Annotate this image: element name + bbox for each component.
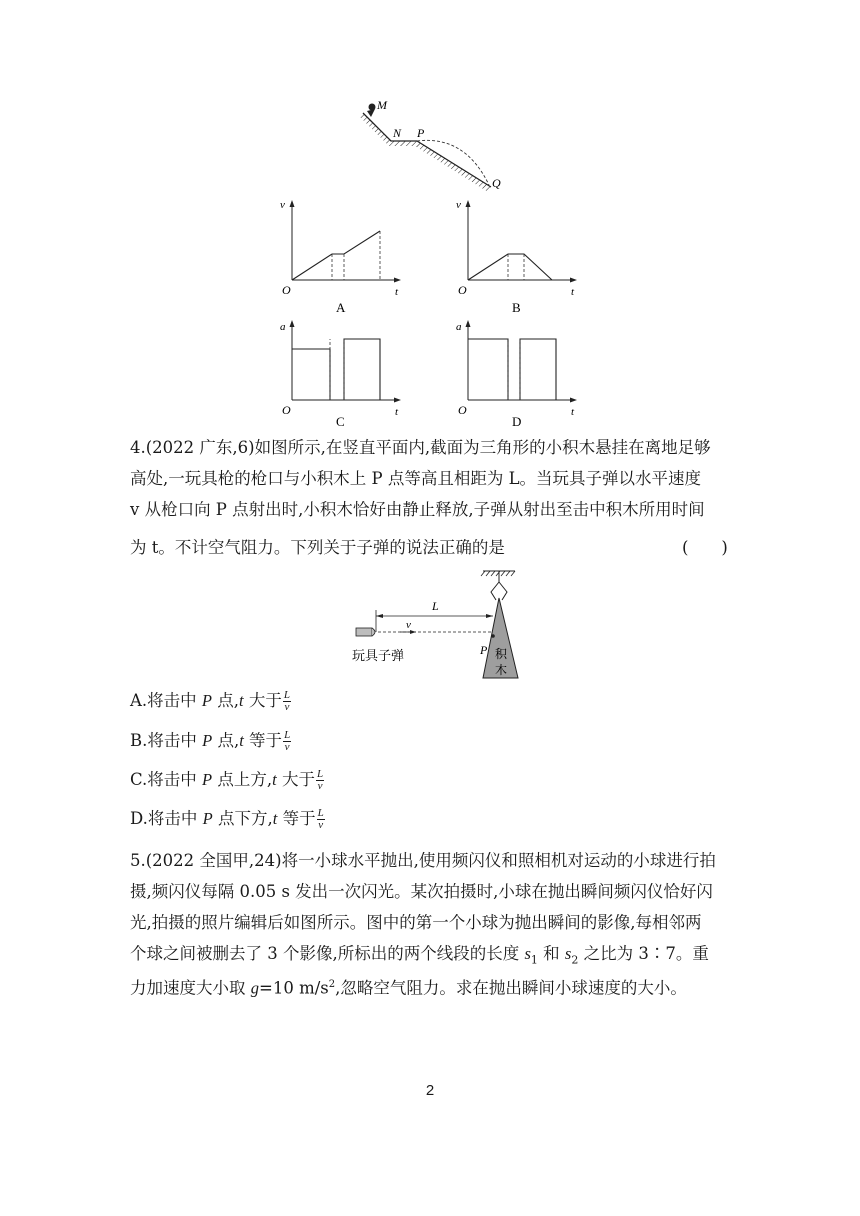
- option-a[interactable]: A.将击中 P 点,t 大于 $\frac{L}{v}$: [130, 689, 290, 713]
- q4-line-2: 高处,一玩具枪的枪口与小积木上 P 点等高且相距为 L。当玩具子弹以水平速度: [130, 469, 702, 488]
- axis-t-label: t: [571, 286, 575, 298]
- origin-label: O: [458, 283, 467, 297]
- q5-line-2: 摄,频闪仪每隔 0.05 s 发出一次闪光。某次拍摄时,小球在抛出瞬间频闪仪恰好闪: [130, 882, 713, 901]
- option-b[interactable]: B.将击中 P 点,t 等于 $\frac{L}{v}$: [130, 729, 291, 753]
- axis-a-label: a: [280, 321, 286, 333]
- label-P: P: [480, 643, 488, 657]
- page-number: 2: [425, 1082, 435, 1099]
- label-block-1: 积: [495, 647, 508, 661]
- graph-b: [456, 198, 586, 318]
- graph-label-d: D: [512, 414, 522, 429]
- origin-label: O: [458, 403, 467, 417]
- origin-label: O: [282, 403, 291, 417]
- axis-t-label: t: [395, 286, 399, 298]
- q4-line-1: 4.(2022 广东,6)如图所示,在竖直平面内,截面为三角形的小积木悬挂在离地足够: [130, 438, 711, 457]
- label-p: P: [417, 126, 425, 140]
- q5-line-1: 5.(2022 全国甲,24)将一小球水平抛出,使用频闪仪和照相机对运动的小球进行拍: [130, 851, 716, 870]
- q5-line-4: 个球之间被删去了 3 个影像,所标出的两个线段的长度 $s_1$ 和 $s_2$ 之比为 3∶7。重: [130, 944, 709, 967]
- option-c[interactable]: C.将击中 P 点上方,t 大于 $\frac{L}{v}$: [130, 768, 324, 792]
- fraction-l-over-v: $\frac{L}{v}$: [284, 729, 291, 753]
- origin-label: O: [282, 283, 291, 297]
- graph-d: [456, 318, 586, 433]
- label-q: Q: [492, 176, 501, 190]
- q4-line-4: 为 t。不计空气阻力。下列关于子弹的说法正确的是: [130, 538, 505, 557]
- fraction-l-over-v: $\frac{L}{v}$: [283, 689, 290, 713]
- graph-label-b: B: [512, 300, 521, 315]
- fraction-l-over-v: $\frac{L}{v}$: [316, 768, 324, 792]
- axis-t-label: t: [395, 406, 399, 418]
- graph-a: [280, 198, 410, 318]
- q4-answer-paren: ( ): [682, 538, 728, 557]
- label-m: M: [377, 98, 387, 112]
- axis-t-label: t: [571, 406, 575, 418]
- label-v: v: [406, 619, 411, 631]
- label-block-2: 木: [495, 663, 508, 677]
- graph-label-c: C: [336, 414, 345, 429]
- q5-line-3: 光,拍摄的照片编辑后如图所示。图中的第一个小球为抛出瞬间的影像,每相邻两: [130, 913, 702, 932]
- graph-label-a: A: [336, 300, 346, 315]
- option-d[interactable]: D.将击中 P 点下方,t 等于 $\frac{L}{v}$: [130, 807, 324, 831]
- label-L: L: [432, 599, 439, 613]
- graph-c: [280, 318, 410, 433]
- axis-v-label: v: [456, 199, 461, 211]
- slope-figure: [355, 95, 515, 200]
- label-n: N: [393, 126, 402, 140]
- fraction-l-over-v: $\frac{L}{v}$: [317, 807, 324, 831]
- q4-line-3: v 从枪口向 P 点射出时,小积木恰好由静止释放,子弹从射出至击中积木所用时间: [130, 500, 705, 519]
- axis-v-label: v: [280, 199, 285, 211]
- q5-line-5: 力加速度大小取 g=10 $m/s^2$,忽略空气阻力。求在抛出瞬间小球速度的大小。: [130, 978, 687, 998]
- bullet-block-figure: [350, 568, 535, 683]
- label-bullet: 玩具子弹: [352, 648, 405, 663]
- axis-a-label: a: [456, 321, 462, 333]
